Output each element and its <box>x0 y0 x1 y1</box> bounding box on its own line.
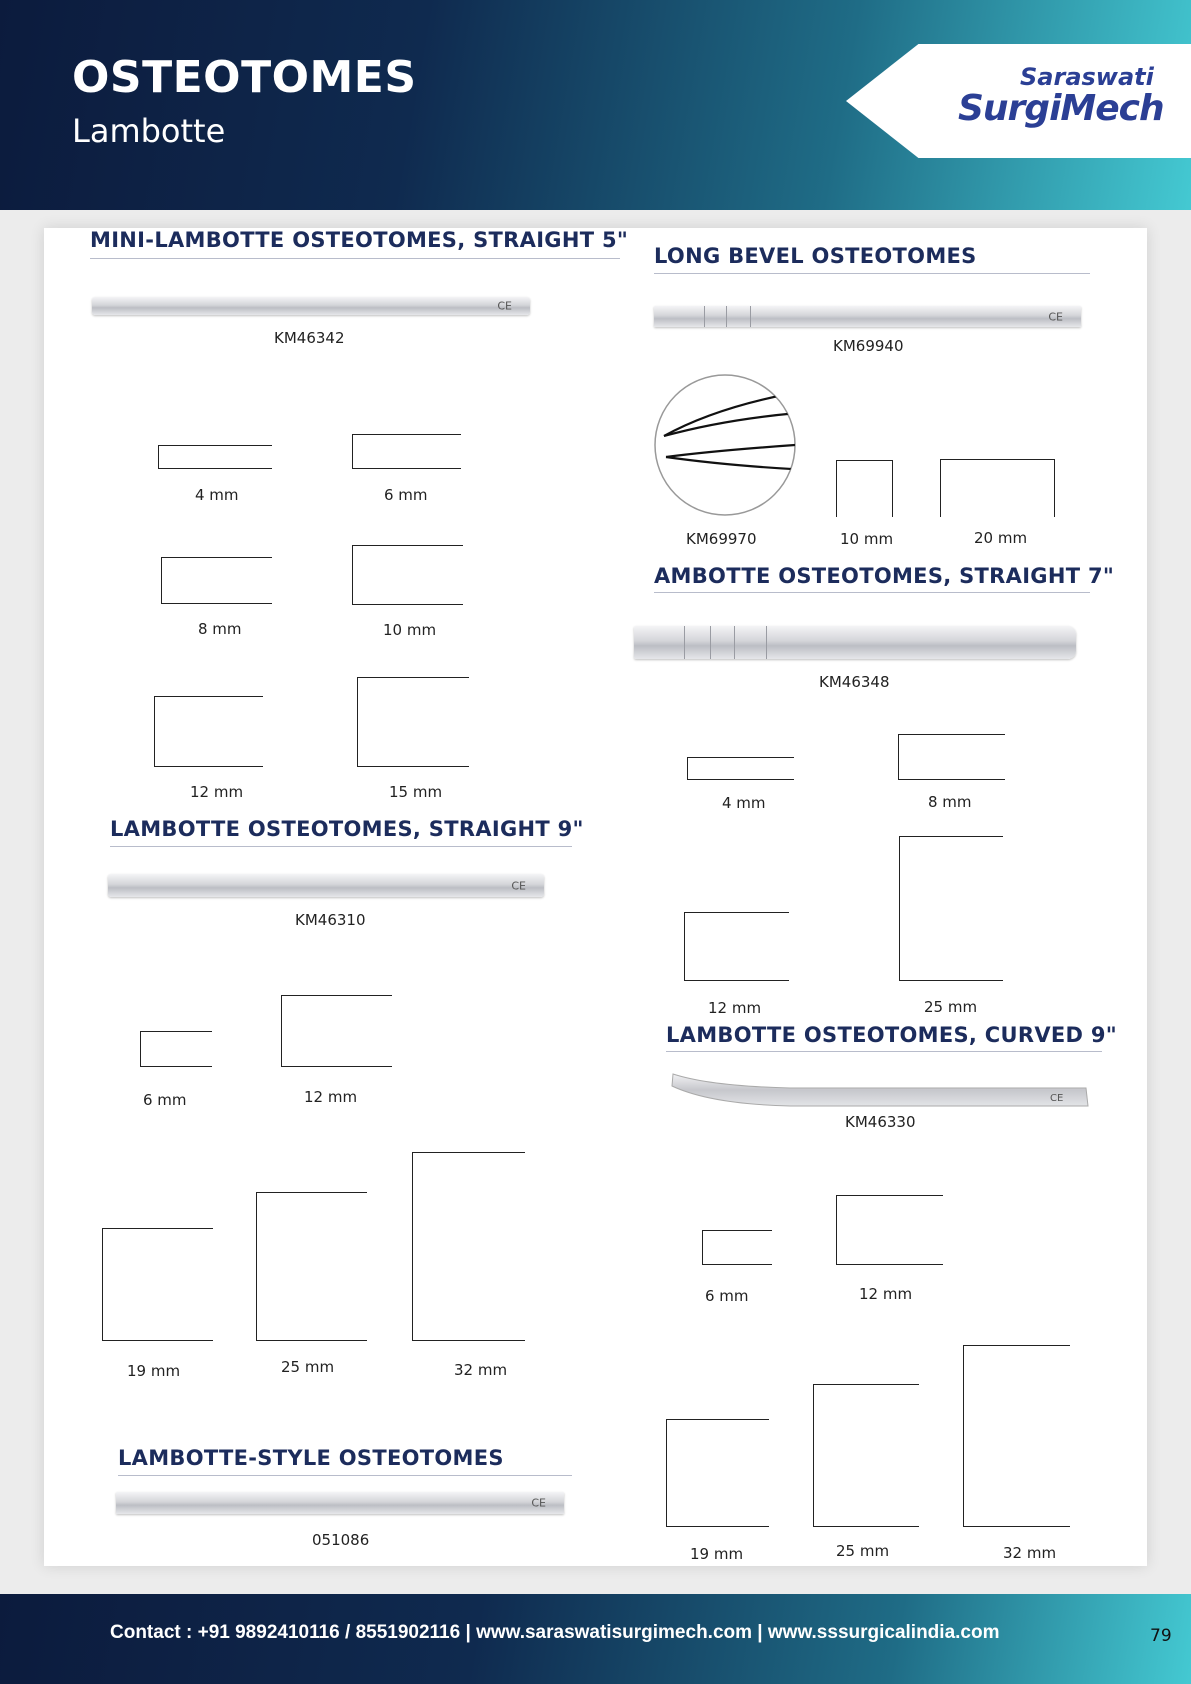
instrument-photo-lambotte-style <box>116 1492 564 1514</box>
section-rule <box>666 1051 1102 1052</box>
graduation-mark <box>710 626 711 659</box>
blade-profile-6mm <box>140 1031 212 1067</box>
blade-profile-12mm <box>684 912 789 981</box>
section-title-curved-9: LAMBOTTE OSTEOTOMES, CURVED 9" <box>666 1023 1118 1047</box>
section-rule <box>110 846 572 847</box>
blade-profile-10mm-bevel <box>836 460 893 517</box>
ce-mark-icon: CE <box>497 299 512 313</box>
size-label: 32 mm <box>1003 1544 1057 1562</box>
size-label: 20 mm <box>974 529 1028 547</box>
blade-profile-25mm <box>899 836 1003 981</box>
section-rule <box>654 592 1090 593</box>
size-label: 32 mm <box>454 1361 508 1379</box>
blade-profile-32mm <box>412 1152 525 1341</box>
section-title-mini-lambotte: MINI-LAMBOTTE OSTEOTOMES, STRAIGHT 5" <box>90 228 629 252</box>
size-label: 15 mm <box>389 783 443 801</box>
instrument-photo-straight-9 <box>108 874 544 897</box>
section-title-long-bevel: LONG BEVEL OSTEOTOMES <box>654 244 977 268</box>
section-rule <box>90 258 620 259</box>
product-code-lambotte-style: 051086 <box>312 1531 370 1549</box>
product-code-straight-7: KM46348 <box>819 673 890 691</box>
size-label: 6 mm <box>143 1091 187 1109</box>
blade-profile-4mm <box>687 757 794 780</box>
graduation-mark <box>684 626 685 659</box>
size-label: 4 mm <box>722 794 766 812</box>
product-code-curved-9: KM46330 <box>845 1113 916 1131</box>
size-label: 4 mm <box>195 486 239 504</box>
svg-text:CE: CE <box>1050 1093 1064 1104</box>
instrument-photo-long-bevel <box>654 306 1081 327</box>
size-label: 10 mm <box>840 530 894 548</box>
blade-profile-32mm <box>963 1345 1070 1527</box>
ce-mark-icon: CE <box>1048 310 1063 323</box>
section-rule <box>654 273 1090 274</box>
size-label: 8 mm <box>928 793 972 811</box>
blade-profile-20mm-bevel <box>940 459 1055 517</box>
ce-mark-icon: CE <box>531 1496 546 1510</box>
size-label: 12 mm <box>190 783 244 801</box>
size-label: 25 mm <box>836 1542 890 1560</box>
size-label: 19 mm <box>127 1362 181 1380</box>
blade-profile-8mm <box>898 734 1005 780</box>
graduation-mark <box>734 626 735 659</box>
size-label: 6 mm <box>384 486 428 504</box>
size-label: 10 mm <box>383 621 437 639</box>
page-title: OSTEOTOMES <box>72 52 417 103</box>
graduation-mark <box>766 626 767 659</box>
size-label: 8 mm <box>198 620 242 638</box>
blade-profile-4mm <box>158 445 272 469</box>
product-code-long-bevel: KM69940 <box>833 337 904 355</box>
size-label: 6 mm <box>705 1287 749 1305</box>
graduation-mark <box>704 306 705 327</box>
instrument-photo-mini <box>92 297 530 315</box>
size-label: 12 mm <box>708 999 762 1017</box>
logo-text-top: Saraswati <box>1020 63 1154 91</box>
contact-info: Contact : +91 9892410116 / 8551902116 | www.saraswatisurgimech.com | www.sssurgicalindia.com <box>110 1622 1000 1643</box>
blade-profile-8mm <box>161 557 272 604</box>
size-label: 12 mm <box>304 1088 358 1106</box>
page-number: 79 <box>1150 1626 1172 1646</box>
size-label: 12 mm <box>859 1285 913 1303</box>
section-title-straight-9: LAMBOTTE OSTEOTOMES, STRAIGHT 9" <box>110 817 584 841</box>
logo-text-bottom: SurgiMech <box>958 88 1164 129</box>
blade-profile-19mm <box>102 1228 213 1341</box>
section-rule <box>118 1475 572 1476</box>
ce-mark-icon: CE <box>511 879 526 892</box>
blade-profile-12mm <box>281 995 392 1067</box>
blade-profile-25mm <box>256 1192 367 1341</box>
blade-profile-25mm <box>813 1384 919 1527</box>
blade-profile-12mm <box>836 1195 943 1265</box>
blade-profile-6mm <box>352 434 461 469</box>
section-title-lambotte-style: LAMBOTTE-STYLE OSTEOTOMES <box>118 1446 504 1470</box>
section-title-straight-7: AMBOTTE OSTEOTOMES, STRAIGHT 7" <box>654 564 1115 588</box>
blade-profile-10mm <box>352 545 463 605</box>
instrument-photo-curved-9 <box>670 1066 1090 1110</box>
size-label: 19 mm <box>690 1545 744 1563</box>
size-label: 25 mm <box>924 998 978 1016</box>
product-code-bevel-detail: KM69970 <box>686 530 757 548</box>
product-code-straight-9: KM46310 <box>295 911 366 929</box>
instrument-photo-straight-7 <box>634 626 1076 659</box>
bevel-detail-magnifier <box>650 370 800 520</box>
product-code-mini: KM46342 <box>274 329 345 347</box>
blade-profile-12mm <box>154 696 263 767</box>
blade-profile-15mm <box>357 677 469 767</box>
page-subtitle: Lambotte <box>72 112 226 150</box>
blade-profile-6mm <box>702 1230 772 1265</box>
graduation-mark <box>726 306 727 327</box>
page-footer <box>0 1594 1191 1684</box>
graduation-mark <box>750 306 751 327</box>
size-label: 25 mm <box>281 1358 335 1376</box>
blade-profile-19mm <box>666 1419 769 1527</box>
